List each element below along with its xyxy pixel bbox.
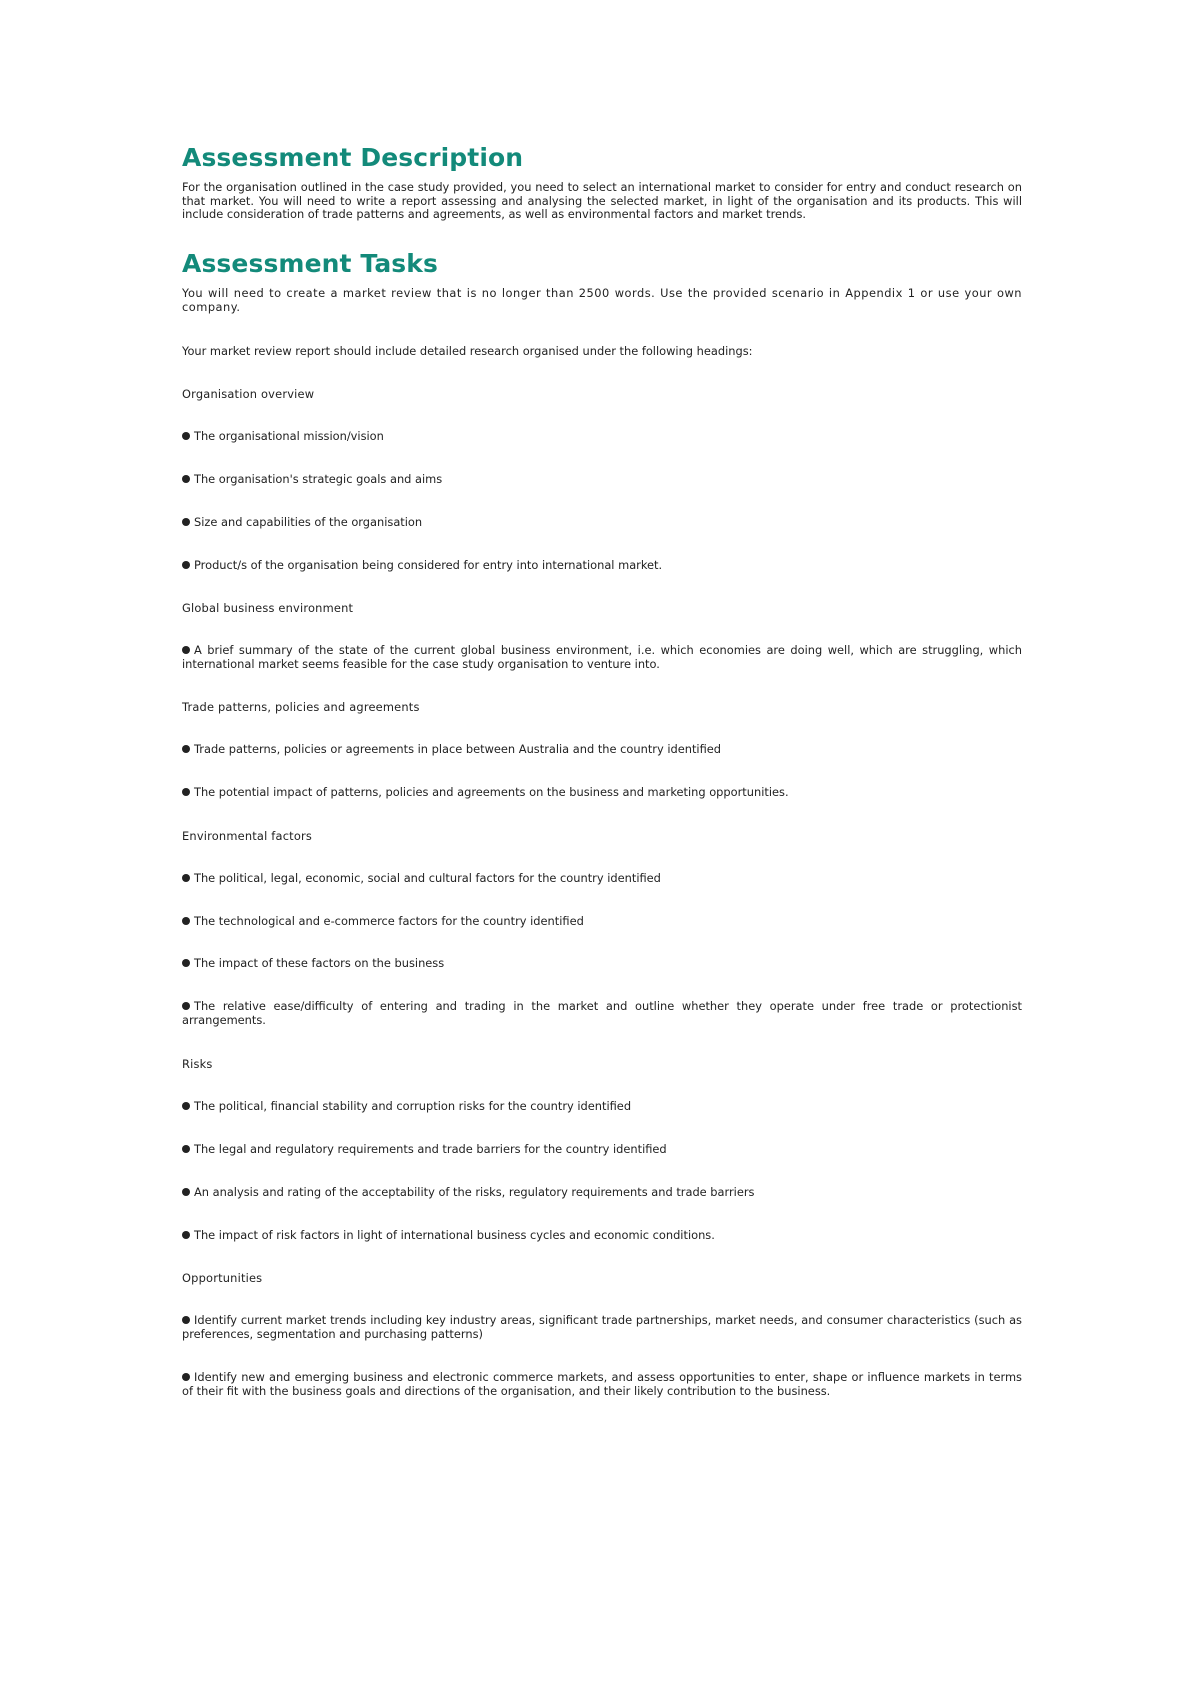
bullet-text: The political, financial stability and corruption risks for the country identified [194, 1099, 632, 1113]
bullet-text: The organisational mission/vision [194, 429, 384, 443]
bullet-icon [182, 1002, 190, 1010]
bullet-icon [182, 475, 190, 483]
assessment-tasks-lead: Your market review report should include detailed research organised under the following headings: [182, 344, 753, 358]
bullet-text: An analysis and rating of the acceptability of the risks, regulatory requirements and trade barriers [194, 1185, 755, 1199]
section-heading-global-business-environment: Global business environment [182, 601, 354, 615]
bullet-item [182, 1371, 1022, 1398]
bullet-icon [182, 1188, 190, 1196]
bullet-icon [182, 1231, 190, 1239]
bullet-text: Product/s of the organisation being considered for entry into international market. [194, 558, 663, 572]
assessment-description-heading: Assessment Description [182, 143, 524, 172]
bullet-icon [182, 745, 190, 753]
bullet-item [182, 786, 1022, 800]
bullet-icon [182, 432, 190, 440]
section-heading-opportunities: Opportunities [182, 1271, 263, 1285]
section-heading-organisation-overview: Organisation overview [182, 387, 315, 401]
bullet-item [182, 957, 1022, 971]
section-heading-risks: Risks [182, 1057, 213, 1071]
bullet-item [182, 516, 1022, 530]
bullet-text: The technological and e-commerce factors for the country identified [194, 914, 584, 928]
bullet-icon [182, 874, 190, 882]
bullet-item [182, 1186, 1022, 1200]
bullet-text: Size and capabilities of the organisation [194, 515, 423, 529]
assessment-tasks-intro: You will need to create a market review that is no longer than 2500 words. Use the provided scenario in Appendix 1 or use your own company. [182, 286, 1022, 314]
section-heading-trade-patterns: Trade patterns, policies and agreements [182, 700, 420, 714]
bullet-icon [182, 646, 190, 654]
bullet-icon [182, 1102, 190, 1110]
bullet-text: The impact of these factors on the business [194, 956, 445, 970]
bullet-item [182, 1000, 1022, 1027]
bullet-text: The potential impact of patterns, policies and agreements on the business and marketing opportunities. [194, 785, 789, 799]
bullet-item [182, 473, 1022, 487]
bullet-item [182, 1229, 1022, 1243]
bullet-text: Identify new and emerging business and electronic commerce markets, and assess opportunities to enter, shape or influence markets in terms of their fit with the business goals and directions of the organisation, and their likely contribution to the business. [182, 1370, 1022, 1398]
bullet-text: Identify current market trends including key industry areas, significant trade partnerships, market needs, and consumer characteristics (such as preferences, segmentation and purchasing patterns) [182, 1313, 1022, 1341]
bullet-item [182, 743, 1022, 757]
bullet-item [182, 644, 1022, 671]
bullet-icon [182, 959, 190, 967]
bullet-icon [182, 1145, 190, 1153]
bullet-item [182, 1143, 1022, 1157]
assessment-tasks-heading: Assessment Tasks [182, 249, 438, 278]
bullet-icon [182, 1373, 190, 1381]
bullet-item [182, 1314, 1022, 1341]
assessment-description-text: For the organisation outlined in the case study provided, you need to select an international market to consider for entry and conduct research on that market. You will need to write a report assessing and analysing the selected market, in light of the organisation and its products. This will include consideration of trade patterns and agreements, as well as environmental factors and market trends. [182, 180, 1022, 221]
bullet-icon [182, 917, 190, 925]
bullet-text: The impact of risk factors in light of international business cycles and economic conditions. [194, 1228, 715, 1242]
bullet-icon [182, 561, 190, 569]
bullet-item [182, 1100, 1022, 1114]
bullet-icon [182, 788, 190, 796]
bullet-item [182, 915, 1022, 929]
bullet-item [182, 872, 1022, 886]
bullet-text: The organisation's strategic goals and aims [194, 472, 443, 486]
bullet-item [182, 559, 1022, 573]
bullet-text: The legal and regulatory requirements and trade barriers for the country identified [194, 1142, 667, 1156]
section-heading-environmental-factors: Environmental factors [182, 829, 313, 843]
bullet-text: Trade patterns, policies or agreements in place between Australia and the country identified [194, 742, 721, 756]
bullet-text: The relative ease/difficulty of entering and trading in the market and outline whether they operate under free trade or protectionist arrangements. [182, 999, 1022, 1027]
bullet-text: The political, legal, economic, social and cultural factors for the country identified [194, 871, 661, 885]
bullet-text: A brief summary of the state of the current global business environment, i.e. which economies are doing well, which are struggling, which international market seems feasible for the case study organisation to venture into. [182, 643, 1022, 671]
bullet-icon [182, 1316, 190, 1324]
bullet-item [182, 430, 1022, 444]
bullet-icon [182, 518, 190, 526]
